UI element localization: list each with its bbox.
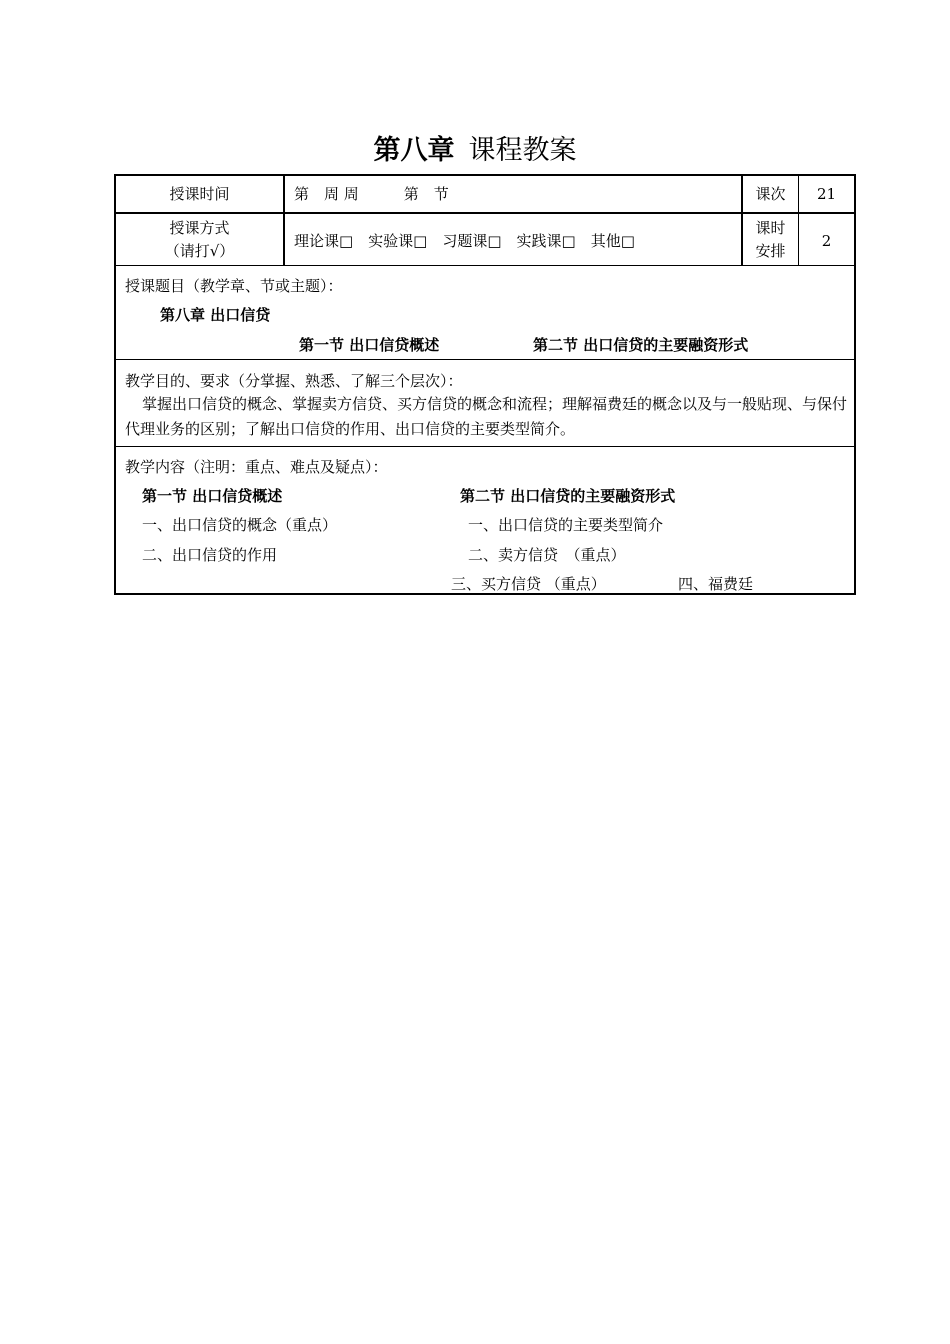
goals-heading: 教学目的、要求（分掌握、熟悉、了解三个层次）：	[125, 372, 463, 390]
page-title-subtitle: 课程教案	[468, 135, 577, 166]
content-left-item-2: 二、出口信贷的作用	[142, 546, 278, 564]
class-hours-value: 2	[821, 232, 832, 250]
topic-chapter: 第八章 出口信贷	[160, 306, 271, 324]
teaching-mode-label-line2: （请打√）	[164, 242, 235, 260]
column-divider	[283, 176, 285, 266]
goals-text: 掌握出口信贷的概念、掌握卖方信贷、买方信贷的概念和流程；理解福费廷的概念以及与一般贴现、与保付代理业务的区别；了解出口信贷的作用、出口信贷的主要类型简介。	[125, 395, 848, 438]
content-heading: 教学内容（注明：重点、难点及疑点）：	[125, 458, 388, 476]
topic-heading: 授课题目（教学章、节或主题）：	[125, 277, 343, 295]
content-right-item-3: 三、买方信贷 （重点）	[451, 575, 606, 593]
session-number-label: 课次	[755, 185, 786, 203]
lesson-plan-table	[114, 174, 856, 595]
page-title-chapter: 第八章	[373, 135, 455, 166]
row-divider	[116, 359, 854, 360]
content-right-section: 第二节 出口信贷的主要融资形式	[460, 487, 676, 505]
content-left-section: 第一节 出口信贷概述	[142, 487, 283, 505]
class-hours-label	[743, 218, 798, 261]
content-right-item-2: 二、卖方信贷 （重点）	[468, 546, 626, 564]
topic-section-2: 第二节 出口信贷的主要融资形式	[533, 336, 749, 354]
teaching-mode-options: 理论课□ 实验课□ 习题课□ 实践课□ 其他□	[294, 232, 635, 250]
class-hours-label-line2: 安排	[755, 242, 786, 260]
session-number-value: 21	[816, 185, 837, 203]
teaching-mode-label-line1: 授课方式	[169, 219, 230, 237]
content-left-item-1: 一、出口信贷的概念（重点）	[142, 516, 338, 534]
row-divider	[116, 265, 854, 266]
row-divider	[116, 212, 854, 214]
content-right-item-1: 一、出口信贷的主要类型简介	[468, 516, 664, 534]
topic-section-1: 第一节 出口信贷概述	[299, 336, 440, 354]
teaching-time-value: 第 周 周 第 节	[294, 185, 449, 203]
class-hours-label-line1: 课时	[755, 219, 786, 237]
content-right-item-4: 四、福费廷	[678, 575, 754, 593]
teaching-time-label: 授课时间	[169, 185, 230, 203]
teaching-mode-label	[116, 218, 283, 261]
row-divider	[116, 446, 854, 447]
page-title	[0, 133, 950, 169]
